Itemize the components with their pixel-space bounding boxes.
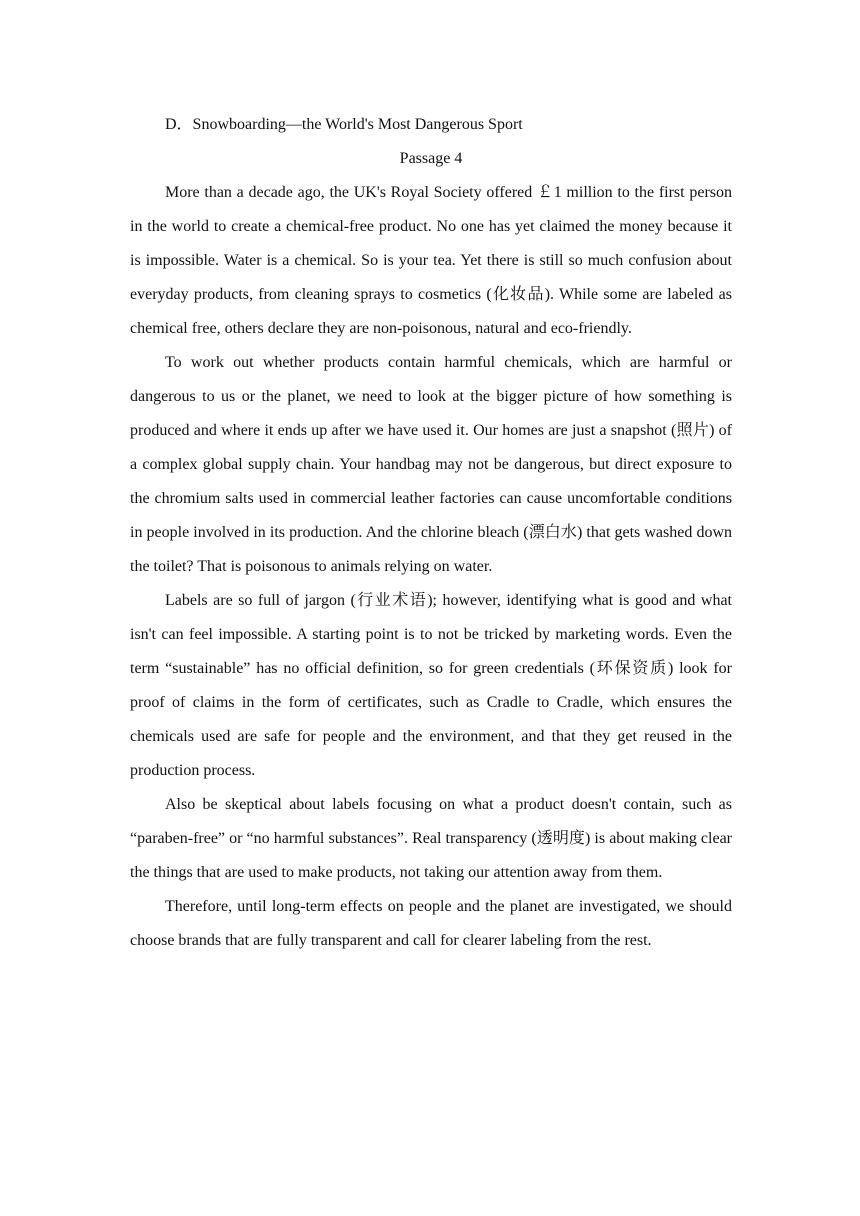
document-body	[130, 108, 732, 958]
answer-option-d: D．Snowboarding—the World's Most Dangerous Sport	[165, 116, 523, 133]
paragraph-2: To work out whether products contain harmful chemicals, which are harmful or dangerous to us or the planet, we need to look at the bigger picture of how something is produced and where it ends up after we have used it. Our homes are just a snapshot (照片) of a complex global supply chain. Your handbag may not be dangerous, but direct exposure to the chromium salts used in commercial leather factories can cause uncomfortable conditions in people involved in its production. And the chlorine bleach (漂白水) that gets washed down the toilet? That is poisonous to animals relying on water.	[130, 354, 732, 575]
paragraph-3: Labels are so full of jargon (行业术语); however, identifying what is good and what isn't can feel impossible. A starting point is to not be tricked by marketing words. Even the term “sustainable” has no official definition, so for green credentials (环保资质) look for proof of claims in the form of certificates, such as Cradle to Cradle, which ensures the chemicals used are safe for people and the environment, and that they get reused in the production process.	[130, 592, 732, 779]
paragraph-4: Also be skeptical about labels focusing on what a product doesn't contain, such as “paraben-free” or “no harmful substances”. Real transparency (透明度) is about making clear the things that are used to make products, not taking our attention away from them.	[130, 796, 732, 881]
passage-title: Passage 4	[399, 150, 463, 167]
paragraph-5: Therefore, until long-term effects on people and the planet are investigated, we should choose brands that are fully transparent and call for clearer labeling from the rest.	[130, 898, 732, 949]
paragraph-1: More than a decade ago, the UK's Royal Society offered ￡1 million to the first person in the world to create a chemical-free product. No one has yet claimed the money because it is impossible. Water is a chemical. So is your tea. Yet there is still so much confusion about everyday products, from cleaning sprays to cosmetics (化妆品). While some are labeled as chemical free, others declare they are non-poisonous, natural and eco-friendly.	[130, 184, 732, 337]
